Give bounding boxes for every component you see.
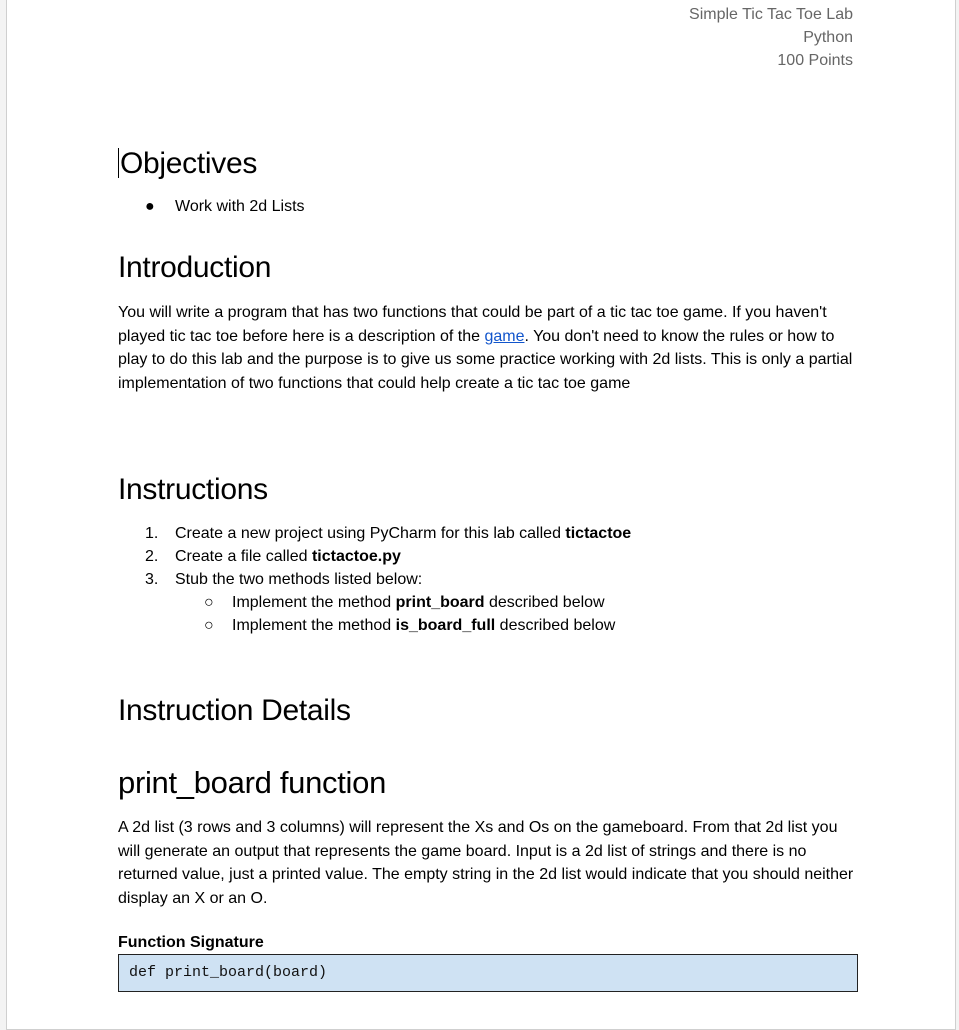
objectives-list xyxy=(118,195,858,218)
instruction-details-heading: Instruction Details xyxy=(118,694,351,727)
print-board-section xyxy=(118,759,858,992)
function-signature-code: def print_board(board) xyxy=(118,954,858,992)
header-points: 100 Points xyxy=(777,52,853,69)
instructions-section xyxy=(118,466,858,637)
page-header xyxy=(689,3,853,72)
print-board-description: A 2d list (3 rows and 3 columns) will represent the Xs and Os on the gameboard. From that 2d list you will generate an output that represents the game board. Input is a 2d list of strings and there is no returned value, just a printed value. The empty string in the 2d list would indicate that you should neither display an X or an O. xyxy=(118,819,854,907)
game-link[interactable]: game xyxy=(484,327,525,345)
header-title: Simple Tic Tac Toe Lab xyxy=(689,6,853,23)
text-cursor xyxy=(118,148,119,178)
introduction-heading: Introduction xyxy=(118,251,272,284)
document-page xyxy=(6,0,956,1030)
introduction-section xyxy=(118,244,858,395)
instruction-details-section xyxy=(118,687,858,735)
print-board-heading: print_board function xyxy=(118,765,387,800)
header-language: Python xyxy=(803,29,853,46)
circle-bullet-icon: ○ xyxy=(204,594,214,611)
instructions-heading: Instructions xyxy=(118,473,268,506)
list-item: ● Work with 2d Lists xyxy=(118,195,858,218)
function-signature-label: Function Signature xyxy=(118,934,264,951)
objectives-heading: Objectives xyxy=(120,147,258,180)
sub-list xyxy=(175,591,858,637)
introduction-paragraph: You will write a program that has two functions that could be part of a tic tac toe game. If you haven't played tic tac toe before here is a description of the game. You don't need to know the rules or how to play to do this lab and the purpose is to give us some practice working with 2d lists. This is only a partial implementation of two functions that could help create a tic tac toe game xyxy=(118,304,853,392)
objectives-section xyxy=(118,140,858,218)
list-item: 1. Create a new project using PyCharm for this lab called tictactoe xyxy=(145,525,632,542)
list-item: ○ Implement the method is_board_full described below xyxy=(175,614,858,637)
circle-bullet-icon: ○ xyxy=(204,617,214,634)
list-item: ○ Implement the method print_board described below xyxy=(175,591,858,614)
list-item: 2. Create a file called tictactoe.py xyxy=(145,548,401,565)
list-item: 3. Stub the two methods listed below: ○ Implement the method print_board described below ○ Implement the method is_board_full described below xyxy=(118,568,858,637)
instructions-list xyxy=(118,522,858,637)
bullet-icon: ● xyxy=(145,198,155,215)
